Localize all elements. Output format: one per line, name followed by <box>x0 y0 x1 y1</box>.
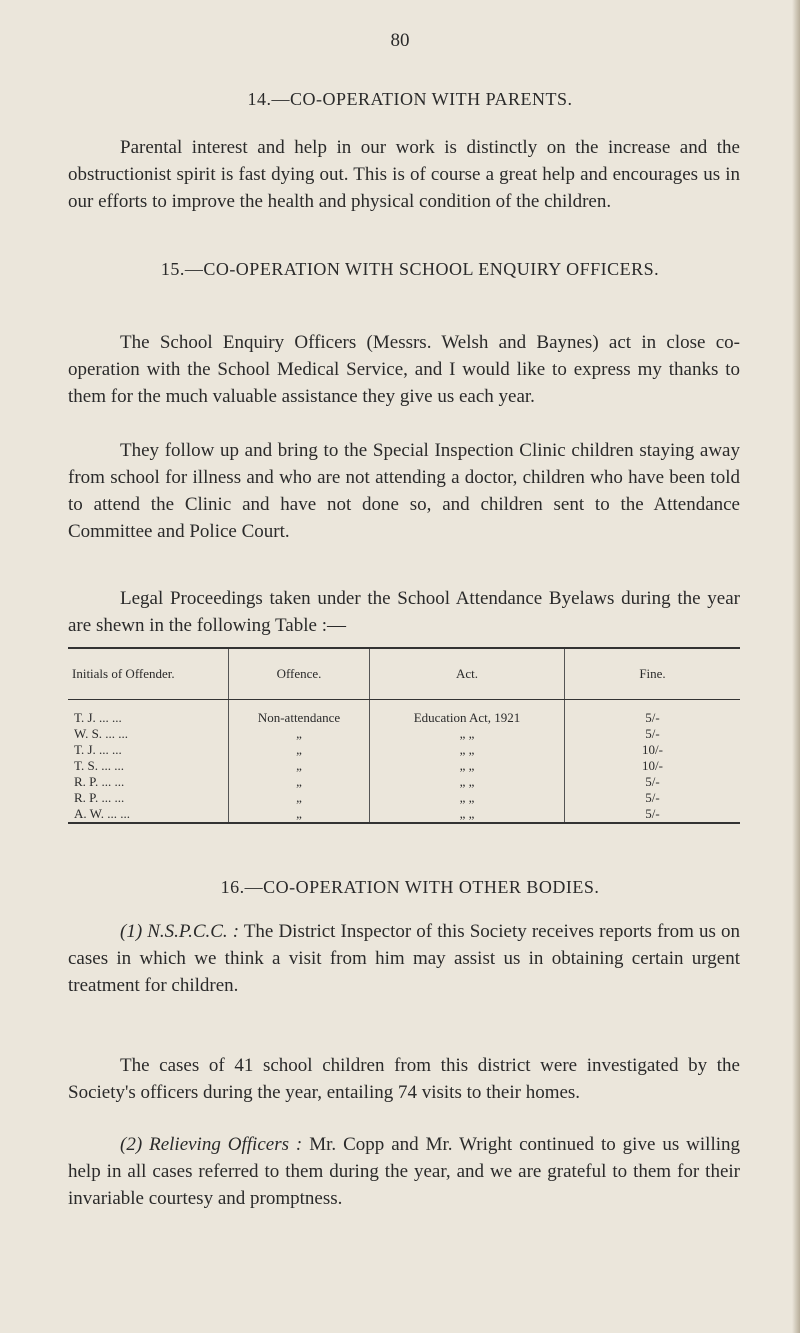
cell-initials: R. P. ... ... <box>68 774 229 790</box>
table-row <box>68 758 740 774</box>
cell-offence: „ <box>229 774 370 790</box>
cell-initials: T. J. ... ... <box>68 742 229 758</box>
table-row <box>68 742 740 758</box>
cell-act: „ „ <box>370 726 565 742</box>
section-16-paragraph-3 <box>68 1131 740 1212</box>
page-edge-shadow <box>792 0 800 1333</box>
cell-offence: „ <box>229 758 370 774</box>
cell-fine: 10/- <box>642 742 663 757</box>
relieving-officers-text: Mr. Copp and Mr. Wright continued to give us willing help in all cases referred to them during the year, and we are grateful to them for their invariable courtesy and promptness. <box>68 1134 740 1209</box>
page-number: 80 <box>390 30 410 51</box>
section-15-paragraph-1: The School Enquiry Officers (Messrs. Welsh and Baynes) act in close co-operation with the School Medical Service, and I would like to express my thanks to them for the much valuable assistance they give us each year. <box>68 332 740 407</box>
cell-offence: „ <box>229 742 370 758</box>
table-row <box>68 774 740 790</box>
cell-initials: A. W. ... ... <box>68 806 229 823</box>
cell-initials: R. P. ... ... <box>68 790 229 806</box>
section-16-paragraph-1 <box>68 918 740 999</box>
cell-fine: 5/- <box>645 774 660 789</box>
cell-act: „ „ <box>370 758 565 774</box>
cell-fine: 5/- <box>565 806 741 823</box>
cell-initials: W. S. ... ... <box>68 726 229 742</box>
cell-act: „ „ <box>370 806 565 823</box>
cell-act: „ „ <box>370 742 565 758</box>
cell-offence: Non-attendance <box>229 700 370 727</box>
section-16-paragraph-2: The cases of 41 school children from this district were investigated by the Society's officers during the year, entailing 74 visits to their homes. <box>68 1055 740 1103</box>
header-fine: Fine. <box>565 648 741 700</box>
table-row <box>68 790 740 806</box>
cell-fine: 5/- <box>645 726 660 741</box>
section-14-paragraph: Parental interest and help in our work is distinctly on the increase and the obstructionist spirit is fast dying out. This is of course a great help and encourages us in our efforts to improve the health and physical condition of the children. <box>68 137 740 212</box>
section-16-heading: 16.—CO-OPERATION WITH OTHER BODIES. <box>220 877 600 897</box>
table-row <box>68 806 740 823</box>
cell-initials: T. J. ... ... <box>68 700 229 727</box>
cell-act: „ „ <box>370 774 565 790</box>
cell-act: Education Act, 1921 <box>370 700 565 727</box>
cell-offence: „ <box>229 790 370 806</box>
header-act: Act. <box>370 648 565 700</box>
cell-offence: „ <box>229 806 370 823</box>
section-15-paragraph-2: They follow up and bring to the Special Inspection Clinic children staying away from school for illness and who are not attending a doctor, children who have been told to attend the Clinic and have not done so, and children sent to the Attendance Committee and Police Court. <box>68 440 740 542</box>
table-row <box>68 726 740 742</box>
table-header-row <box>68 648 740 700</box>
header-initials: Initials of Offender. <box>68 648 229 700</box>
legal-proceedings-table <box>68 647 740 824</box>
table-row <box>68 700 740 727</box>
nspcc-label: (1) N.S.P.C.C. : <box>120 921 240 942</box>
cell-act: „ „ <box>370 790 565 806</box>
cell-offence: „ <box>229 726 370 742</box>
cell-fine: 5/- <box>645 790 660 805</box>
header-offence: Offence. <box>229 648 370 700</box>
nspcc-text: The District Inspector of this Society receives reports from us on cases in which we think a visit from him may assist us in obtaining certain urgent treatment for children. <box>68 921 740 996</box>
section-15-paragraph-3: Legal Proceedings taken under the School Attendance Byelaws during the year are shewn in the following Table :— <box>68 588 740 636</box>
cell-initials: T. S. ... ... <box>68 758 229 774</box>
section-15-heading: 15.—CO-OPERATION WITH SCHOOL ENQUIRY OFFICERS. <box>160 259 660 279</box>
section-14-heading: 14.—CO-OPERATION WITH PARENTS. <box>247 89 573 109</box>
relieving-officers-label: (2) Relieving Officers : <box>120 1134 303 1155</box>
cell-fine: 5/- <box>645 710 660 725</box>
cell-fine: 10/- <box>642 758 663 773</box>
